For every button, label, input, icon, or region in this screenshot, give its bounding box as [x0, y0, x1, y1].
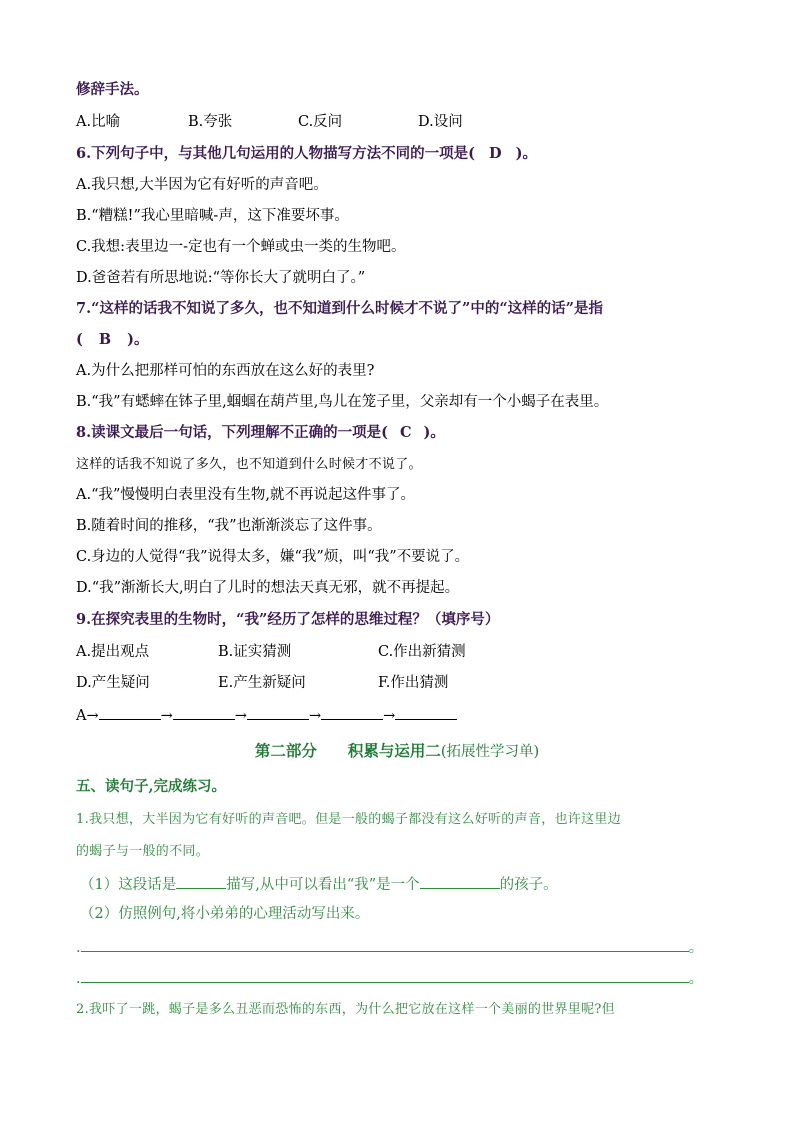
question-9-stem: 9.在探究表里的生物时，“我”经历了怎样的思维过程？（填序号）	[76, 611, 500, 628]
q9-blank-5[interactable]	[395, 705, 457, 720]
passage-2-line-1: 2.我吓了一跳，蝎子是多么丑恶而恐怖的东西，为什么把它放在这样一个美丽的世界里呢?但	[76, 1002, 615, 1017]
q6-option-c: C.我想:表里边一-定也有一个蝉或虫一类的生物吧。	[76, 239, 406, 255]
section-5-heading: 五、读句子,完成练习。	[76, 778, 227, 795]
q6-option-d: D.爸爸若有所思地说:“等你长大了就明白了。”	[76, 270, 366, 286]
question-7-stem: 7.“这样的话我不知说了多久，也不知道到什么时候才不说了”中的“这样的话”是指	[76, 300, 603, 317]
option-c: C.反问	[298, 114, 343, 130]
subquestion-2: （2）仿照例句,将小弟弟的心理活动写出来。	[80, 906, 370, 922]
question-7-answer-line: ( B )。	[76, 331, 149, 348]
option-a: A.比喻	[76, 114, 121, 130]
question-6-stem: 6.下列句子中，与其他几句运用的人物描写方法不同的一项是( D )。	[76, 145, 537, 162]
question-8-stem: 8.读课文最后一句话，下列理解不正确的一项是( C )。	[76, 424, 445, 441]
q6-option-b: B.“糟糕!”我心里暗喊-声，这下准要坏事。	[76, 208, 349, 224]
q9-options-row2	[76, 673, 676, 693]
q9-option-d: D.产生疑问	[76, 675, 150, 691]
subquestion-1: （1）这段话是 描写,从中可以看出“我”是一个 的孩子。	[80, 873, 558, 895]
q9-option-a: A.提出观点	[76, 644, 150, 660]
q9-blank-3[interactable]	[247, 705, 309, 720]
q8-option-a: A.“我”慢慢明白表里没有生物,就不再说起这件事了。	[76, 487, 416, 503]
passage-1-line-2: 的蝎子与一般的不同。	[76, 844, 210, 859]
answer-line-1[interactable]: . 。	[76, 936, 703, 958]
option-d: D.设问	[418, 114, 463, 130]
prev-question-tail: 修辞手法。	[76, 81, 149, 98]
q9-option-f: F.作出猜测	[378, 675, 449, 691]
q8-option-c: C.身边的人觉得“我”说得太多，嫌“我”烦，叫“我”不要说了。	[76, 549, 470, 565]
q9-options-row1	[76, 642, 676, 662]
q9-option-c: C.作出新猜测	[378, 644, 466, 660]
q6-option-a: A.我只想,大半因为它有好听的声音吧。	[76, 177, 328, 193]
q7-option-a: A.为什么把那样可怕的东西放在这么好的表里?	[76, 363, 375, 379]
prev-question-options	[76, 112, 716, 132]
q9-blank-1[interactable]	[99, 705, 161, 720]
q8-option-b: B.随着时间的推移，“我”也渐渐淡忘了这件事。	[76, 518, 382, 534]
blank-child-trait[interactable]	[420, 873, 500, 889]
q9-blank-4[interactable]	[321, 705, 383, 720]
q9-option-b: B.证实猜测	[218, 644, 292, 660]
answer-6: D	[489, 145, 502, 162]
q9-sequence: A→ → → → →	[76, 705, 457, 726]
q9-option-e: E.产生新疑问	[218, 675, 306, 691]
answer-8: C	[400, 424, 412, 441]
answer-line-2[interactable]: . 。	[76, 967, 703, 989]
part-2-title: 第二部分 积累与运用二(拓展性学习单)	[254, 741, 540, 760]
answer-7: B	[98, 331, 112, 348]
q9-blank-2[interactable]	[173, 705, 235, 720]
q7-option-b: B.“我”有蟋蟀在钵子里,蝈蝈在葫芦里,鸟儿在笼子里，父亲却有一个小蝎子在表里。	[76, 394, 609, 410]
q8-option-d: D.“我”渐渐长大,明白了儿时的想法天真无邪，就不再提起。	[76, 580, 460, 596]
option-b: B.夸张	[188, 114, 233, 130]
passage-1-line-1: 1.我只想，大半因为它有好听的声音吧。但是一般的蝎子都没有这么好听的声音，也许这里边	[76, 812, 622, 827]
q8-quote: 这样的话我不知说了多久，也不知道到什么时候才不说了。	[76, 457, 422, 472]
blank-description-type[interactable]	[176, 873, 226, 889]
